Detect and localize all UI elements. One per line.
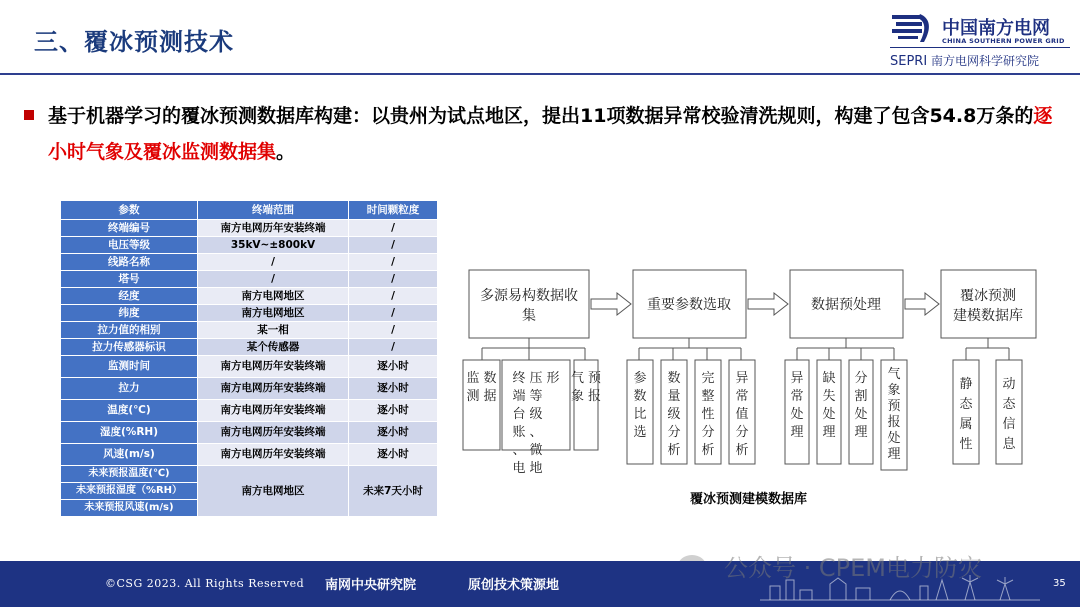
table-cell: 逐小时 — [349, 422, 438, 444]
flow-sub-char: 割 — [854, 389, 868, 404]
table-cell: / — [198, 271, 349, 288]
flow-sub-char: 报 — [587, 389, 602, 404]
table-cell: / — [349, 288, 438, 305]
flow-sub-char: 端 — [512, 389, 526, 404]
flow-step-label: 重要参数选取 — [647, 297, 731, 313]
bullet-marker — [24, 110, 34, 120]
flow-sub-char: 属 — [959, 417, 973, 432]
flow-sub-char: 级 — [667, 407, 681, 422]
flow-sub-char: 报 — [887, 415, 901, 430]
flow-sub-char: 析 — [701, 443, 715, 458]
flow-step-label: 数据预处理 — [811, 297, 881, 313]
table-cell: 塔号 — [61, 271, 198, 288]
title-rule — [0, 73, 1080, 75]
flow-sub-char: 账 — [512, 425, 526, 440]
table-cell: 南方电网历年安装终端 — [198, 422, 349, 444]
flow-sub-char: 析 — [735, 443, 749, 458]
flow-sub-char: 处 — [887, 431, 901, 446]
flow-sub-char: 处 — [822, 407, 836, 422]
table-cell: 南方电网历年安装终端 — [198, 220, 349, 237]
flow-caption: 覆冰预测建模数据库 — [690, 492, 808, 507]
table-row — [61, 400, 438, 422]
table-header: 时间颗粒度 — [349, 201, 438, 220]
flow-sub-char: 监 — [466, 371, 480, 386]
slide-title: 三、覆冰预测技术 — [34, 28, 234, 56]
table-cell: 逐小时 — [349, 444, 438, 466]
table-row — [61, 444, 438, 466]
page-number: 35 — [1053, 578, 1066, 589]
flow-sub-char: 压 — [529, 371, 543, 386]
flow-sub-char: 气 — [887, 367, 901, 382]
institute-name: 南方电网科学研究院 — [931, 54, 1040, 68]
flow-sub-char: 数 — [667, 371, 681, 386]
table-row — [61, 237, 438, 254]
table-cell: 纬度 — [61, 305, 198, 322]
table-cell: 逐小时 — [349, 356, 438, 378]
flow-sub-char: 动 — [1002, 377, 1016, 392]
flow-sub-char: 态 — [959, 397, 973, 412]
table-cell: 风速(m/s) — [61, 444, 198, 466]
flow-sub-char: 理 — [887, 447, 901, 462]
flow-diagram — [455, 260, 1070, 510]
table-cell: 终端编号 — [61, 220, 198, 237]
table-header: 参数 — [61, 201, 198, 220]
table-cell: 线路名称 — [61, 254, 198, 271]
table-row-forecast — [61, 466, 438, 517]
table-cell: 南方电网地区 — [198, 288, 349, 305]
flow-step-label: 集 — [522, 308, 536, 324]
flow-sub-char: 分 — [735, 425, 749, 440]
flow-arrow — [905, 293, 939, 315]
flow-sub-char: 异 — [790, 371, 804, 386]
flow-sub-char: 测 — [466, 389, 480, 404]
flow-sub-char: 处 — [854, 407, 868, 422]
table-row — [61, 254, 438, 271]
flow-sub-char: 据 — [483, 389, 497, 404]
flow-sub-char: 完 — [701, 371, 715, 386]
flow-sub-char: 常 — [790, 389, 804, 404]
forecast-param: 未来预报风速(m/s) — [84, 502, 174, 513]
flow-sub-char: 等 — [529, 389, 543, 404]
lead-text: 基于机器学习的覆冰预测数据库构建：以贵州为试点地区，提出11项数据异常校验清洗规则，构建了包含54.8万条的 — [48, 105, 1034, 127]
city-skyline-icon — [760, 574, 1040, 602]
table-cell: 监测时间 — [61, 356, 198, 378]
flow-arrow — [591, 293, 631, 315]
flow-sub-char: 性 — [701, 407, 715, 422]
flow-sub-char: 、 — [529, 425, 543, 440]
table-cell: / — [349, 271, 438, 288]
logo-divider — [890, 47, 1070, 48]
table-cell: 拉力 — [61, 378, 198, 400]
table-cell: 拉力传感器标识 — [61, 339, 198, 356]
table-cell: 温度(℃) — [61, 400, 198, 422]
table-cell: / — [349, 322, 438, 339]
flow-sub-char: 预 — [887, 399, 901, 414]
table-header-row — [61, 201, 438, 220]
institute-code: SEPRI — [890, 54, 928, 69]
table-cell: 南方电网历年安装终端 — [198, 356, 349, 378]
flow-sub-char: 台 — [512, 407, 526, 422]
lead-end: 。 — [276, 141, 296, 163]
flow-sub-char: 理 — [822, 425, 836, 440]
flow-sub-char: 终 — [512, 371, 526, 386]
flow-sub-char: 常 — [735, 389, 749, 404]
table-row — [61, 271, 438, 288]
table-cell: 某一相 — [198, 322, 349, 339]
flow-sub-char: 整 — [701, 389, 715, 404]
flow-sub-char: 信 — [1002, 417, 1016, 432]
flow-sub-char: 分 — [701, 425, 715, 440]
table-cell: 南方电网历年安装终端 — [198, 444, 349, 466]
table-cell: 某个传感器 — [198, 339, 349, 356]
table-cell: / — [349, 220, 438, 237]
table-cell: 逐小时 — [349, 400, 438, 422]
flow-sub-char: 异 — [735, 371, 749, 386]
table-cell: / — [349, 237, 438, 254]
flow-sub-char: 象 — [887, 383, 901, 398]
flow-sub-char: 数 — [483, 371, 497, 386]
footer-copyright: ©CSG 2023. All Rights Reserved — [105, 577, 305, 590]
flow-sub-char: 息 — [1002, 437, 1016, 452]
table-row — [61, 322, 438, 339]
forecast-params-cell — [61, 466, 198, 517]
table-cell: 南方电网地区 — [198, 466, 349, 517]
logo-name-en: CHINA SOUTHERN POWER GRID — [942, 37, 1065, 45]
flow-sub-char: 析 — [667, 443, 681, 458]
flow-step-label: 多源易构数据收 — [480, 288, 578, 304]
csg-logo — [890, 10, 1070, 68]
flow-sub-char: 值 — [735, 407, 749, 422]
lead-paragraph — [48, 98, 1058, 170]
table-cell: / — [349, 339, 438, 356]
flow-box-database — [941, 270, 1036, 338]
table-row — [61, 339, 438, 356]
flow-sub-char: 地 — [529, 461, 543, 476]
lead-highlight: 逐小时气象及覆冰监测数据集 — [48, 105, 1053, 163]
table-cell: 南方电网历年安装终端 — [198, 378, 349, 400]
flow-sub-char: 参 — [633, 371, 647, 386]
flow-sub-char: 性 — [959, 437, 973, 452]
footer-slogan-1: 南网中央研究院 — [325, 578, 417, 593]
flow-step-label: 覆冰预测 — [960, 288, 1016, 304]
table-row — [61, 356, 438, 378]
table-cell: 35kV~±800kV — [198, 237, 349, 254]
flow-sub-char: 微 — [529, 443, 543, 458]
table-cell: / — [349, 305, 438, 322]
forecast-param: 未来预报温度(℃) — [61, 466, 197, 483]
flow-sub-char: 形 — [546, 371, 560, 386]
table-cell: 逐小时 — [349, 378, 438, 400]
logo-name-cn: 中国南方电网 — [942, 18, 1050, 39]
table-header: 终端范围 — [198, 201, 349, 220]
flow-sub-char: 处 — [790, 407, 804, 422]
table-row — [61, 378, 438, 400]
table-cell: 未来7天小时 — [349, 466, 438, 517]
table-cell: / — [198, 254, 349, 271]
flow-sub-char: 级 — [529, 407, 543, 422]
table-cell: 经度 — [61, 288, 198, 305]
flow-sub-char: 缺 — [822, 371, 836, 386]
flow-arrow — [748, 293, 788, 315]
table-row — [61, 288, 438, 305]
table-cell: 南方电网地区 — [198, 305, 349, 322]
watermark-text: 公众号 · CPEM电力防灾 — [724, 554, 982, 582]
forecast-param: 未来预报湿度（%RH） — [61, 483, 197, 500]
flow-sub-char: 静 — [959, 377, 973, 392]
flow-box-collect — [469, 270, 589, 338]
flow-sub-char: 、 — [512, 443, 526, 458]
flow-sub-char: 分 — [854, 371, 868, 386]
flow-sub-char: 态 — [1002, 397, 1016, 412]
flow-sub-char: 选 — [633, 425, 647, 440]
table-cell: 拉力值的相别 — [61, 322, 198, 339]
table-cell: 南方电网历年安装终端 — [198, 400, 349, 422]
table-cell: 湿度(%RH) — [61, 422, 198, 444]
flow-sub-char: 象 — [570, 389, 585, 404]
flow-sub-char: 数 — [633, 389, 647, 404]
flow-sub-char: 气 — [570, 371, 585, 386]
footer-slogan-2: 原创技术策源地 — [468, 578, 560, 593]
table-cell: 电压等级 — [61, 237, 198, 254]
flow-step-label: 建模数据库 — [953, 308, 1023, 324]
parameter-table — [60, 200, 438, 517]
flow-sub-char: 预 — [587, 371, 602, 386]
flow-sub-char: 理 — [854, 425, 868, 440]
flow-sub-char: 量 — [667, 389, 681, 404]
table-row — [61, 220, 438, 237]
table-row — [61, 305, 438, 322]
flow-sub-char: 失 — [822, 389, 836, 404]
flow-sub-char: 理 — [790, 425, 804, 440]
table-row — [61, 422, 438, 444]
flow-sub-char: 电 — [512, 461, 526, 476]
flow-sub-char: 比 — [633, 407, 647, 422]
logo-institute — [890, 52, 1039, 69]
csg-emblem-icon — [890, 12, 936, 46]
flow-sub-char: 分 — [667, 425, 681, 440]
table-cell: / — [349, 254, 438, 271]
